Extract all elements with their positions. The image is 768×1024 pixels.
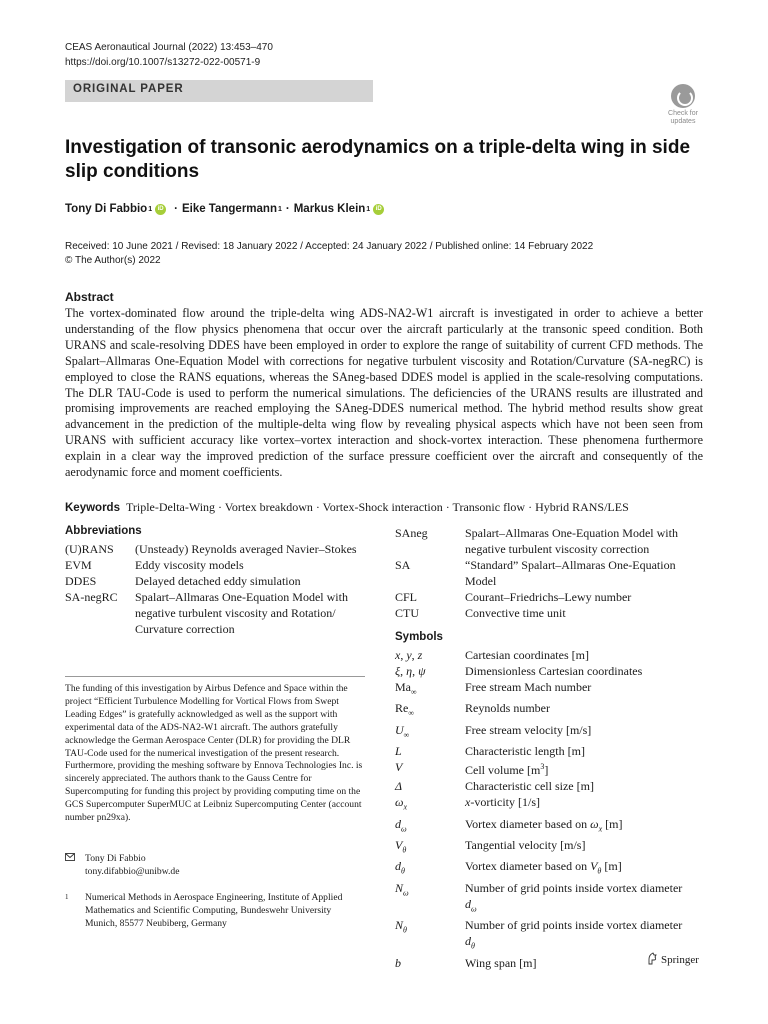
abbreviation-term: CTU bbox=[395, 606, 419, 620]
abbreviations-heading: Abbreviations bbox=[65, 525, 142, 537]
abbreviation-term: EVM bbox=[65, 558, 92, 572]
correspondence bbox=[65, 852, 365, 878]
keywords-text: Triple-Delta-Wing · Vortex breakdown · Vortex-Shock interaction · Transonic flow · Hybrid RANS/LES bbox=[125, 500, 629, 514]
author-name[interactable]: Markus Klein bbox=[293, 203, 366, 215]
abbreviation-row bbox=[65, 589, 375, 637]
symbol-def: Reynolds number bbox=[465, 701, 550, 716]
footnote-divider bbox=[65, 676, 365, 677]
abbreviation-row bbox=[65, 541, 375, 557]
history-dates: Received: 10 June 2021 / Revised: 18 January 2022 / Accepted: 24 January 2022 / Published online: 14 February 2022 bbox=[65, 241, 594, 252]
symbol-def: Dimensionless Cartesian coordinates bbox=[465, 664, 643, 678]
corresponding-author-email[interactable]: tony.difabbio@unibw.de bbox=[85, 866, 180, 877]
symbol-def: Free stream Mach number bbox=[465, 680, 592, 694]
symbol-term: Δ bbox=[395, 779, 403, 794]
funding-note: The funding of this investigation by Airbus Defence and Space within the project “Efficient Turbulence Modelling for Vortical Flows from Swept Leading Edges” is gratefully acknowledged as well as the support with experimental data of the ADS-NA2-W1 aircraft. The authors gratefully acknowledge the German Aerospace Center (DLR) for providing the DLR TAU-Code used for the numerical investigation of the present research. Furthermore, providing the meshing software by Ennova Technologies Inc. is sincerely appreciated. The authors thank to the Gauss Centre for Supercomputing for funding this project by providing computing time on the GCS Supercomputer SuperMUC at Leibniz Supercomputing Center (account number pn29xa). bbox=[65, 683, 363, 824]
abbreviation-term: DDES bbox=[65, 574, 97, 588]
symbol-term: $U_\infty$ bbox=[395, 722, 410, 740]
envelope-icon bbox=[65, 852, 85, 878]
symbol-term: L bbox=[395, 744, 402, 759]
symbol-term: $d_\theta$ bbox=[395, 859, 405, 876]
abbreviation-term: SA-negRC bbox=[65, 590, 118, 604]
abbreviation-def: Spalart–Allmaras One-Equation Model with negative turbulent viscosity and Rotation/ Curvature correction bbox=[135, 590, 348, 636]
abbreviation-def: Delayed detached eddy simulation bbox=[135, 574, 301, 588]
journal-header bbox=[65, 40, 273, 70]
affiliation-sup: 1 bbox=[65, 893, 69, 901]
symbol-def: Number of grid points inside vortex diameter $d_\omega$ bbox=[465, 880, 683, 914]
abbreviations-list-left bbox=[65, 541, 375, 637]
symbol-def: Cartesian coordinates [m] bbox=[465, 648, 589, 662]
publisher-name: Springer bbox=[661, 954, 699, 966]
article-type-banner bbox=[65, 80, 373, 102]
publication-dates bbox=[65, 240, 593, 268]
abbreviation-term: CFL bbox=[395, 590, 418, 604]
symbol-term: V bbox=[395, 760, 403, 775]
symbol-row bbox=[395, 743, 705, 759]
author-list bbox=[65, 203, 388, 215]
paper-title: Investigation of transonic aerodynamics on a triple-delta wing in side slip conditions bbox=[65, 137, 691, 182]
symbol-row bbox=[395, 722, 705, 743]
abbreviation-row bbox=[395, 605, 705, 621]
symbol-row bbox=[395, 858, 705, 879]
symbol-row bbox=[395, 700, 705, 721]
symbol-def: Cell volume $[m^3]$ bbox=[465, 762, 549, 778]
symbol-def: Free stream velocity [m/s] bbox=[465, 722, 592, 737]
symbol-term: $d_\omega$ bbox=[395, 816, 407, 833]
symbols-heading: Symbols bbox=[395, 631, 443, 643]
symbol-row bbox=[395, 778, 705, 794]
abbreviation-def: Eddy viscosity models bbox=[135, 558, 244, 572]
author-name[interactable]: Eike Tangermann bbox=[181, 203, 277, 215]
symbol-row bbox=[395, 880, 705, 917]
symbol-def: Vortex diameter based on $\omega_x$ [m] bbox=[465, 816, 623, 833]
abstract-text: The vortex-dominated flow around the triple-delta wing ADS-NA2-W1 aircraft is investigated in order to achieve a better understanding of the flow physics phenomena that occur over the aircraft particularly at the transonic speed condition. Both URANS and scale-resolving DDES have been employed in order to explore the range of suitability of current CFD methods. The Spalart–Allmaras One-Equation Model with corrections for negative turbulent viscosity and Rotation/Curvature (SA-negRC) is employed to close the RANS equations, whereas the SAneg-based DDES model is applied in the scale-resolving computations. The DLR TAU-Code is used to perform the numerical simulations. The deficiencies of the URANS results are illustrated and promising improvements are reached employing the SAneg-DDES numerical method. The hybrid method results show great advancement in the prediction of the multiple-delta wing flow by revealing physical aspects which have not been seen from URANS with sufficient accuracy like vortex–vortex interaction and shock-vortex interaction. These phenomena furthermore explain in a clear way the improved prediction of the surface pressure coefficient over the aircraft and consequently of the aerodynamic force and moment coefficients. bbox=[65, 306, 703, 480]
abbreviation-def: Courant–Friedrichs–Lewy number bbox=[465, 590, 632, 604]
symbol-term: ξ, η, ψ bbox=[395, 664, 426, 678]
publisher-logo bbox=[646, 952, 699, 968]
abbreviation-row bbox=[395, 525, 705, 557]
symbol-def: Number of grid points inside vortex diameter $d_\theta$ bbox=[465, 918, 683, 951]
abbreviation-term: SAneg bbox=[395, 526, 428, 540]
author-separator: · bbox=[174, 203, 178, 215]
copyright-notice: © The Author(s) 2022 bbox=[65, 255, 161, 266]
symbol-term: $V_\theta$ bbox=[395, 837, 407, 855]
symbol-row bbox=[395, 663, 705, 679]
symbol-def: Characteristic length [m] bbox=[465, 744, 585, 759]
author-separator: · bbox=[285, 203, 290, 215]
author-affil-sup: 1 bbox=[277, 205, 282, 213]
symbol-term: $N_\omega$ bbox=[395, 880, 409, 898]
symbol-row bbox=[395, 816, 705, 837]
author-affil-sup: 1 bbox=[148, 205, 153, 213]
symbol-def: Characteristic cell size [m] bbox=[465, 779, 594, 794]
keywords bbox=[65, 500, 705, 515]
symbol-def: Vortex diameter based on $V_\theta$ [m] bbox=[465, 859, 622, 876]
symbol-def: Tangential velocity [m/s] bbox=[465, 837, 586, 852]
symbol-term: $\omega_x$ bbox=[395, 795, 408, 812]
abbreviation-row bbox=[65, 573, 375, 589]
abbreviation-def: Convective time unit bbox=[465, 606, 566, 620]
abbreviation-term: SA bbox=[395, 558, 411, 572]
orcid-icon[interactable]: iD bbox=[155, 204, 166, 215]
symbols-list bbox=[395, 647, 705, 971]
springer-horse-icon bbox=[646, 952, 658, 968]
symbol-row bbox=[395, 759, 705, 778]
check-for-updates-icon bbox=[671, 84, 695, 108]
author-name[interactable]: Tony Di Fabbio bbox=[65, 203, 148, 215]
symbol-term: $Re_\infty$ bbox=[395, 701, 415, 718]
symbol-row bbox=[395, 647, 705, 663]
abstract-heading: Abstract bbox=[65, 290, 114, 304]
abbreviation-def: “Standard” Spalart–Allmaras One-Equation Model bbox=[465, 558, 676, 588]
symbol-row bbox=[395, 917, 705, 954]
doi-link[interactable]: https://doi.org/10.1007/s13272-022-00571-9 bbox=[65, 57, 261, 68]
symbol-term: $N_\theta$ bbox=[395, 918, 407, 935]
check-for-updates-button[interactable] bbox=[664, 84, 702, 126]
symbol-term: $Ma_\infty$ bbox=[395, 680, 417, 697]
author-affil-sup: 1 bbox=[366, 205, 371, 213]
abbreviation-def: Spalart–Allmaras One-Equation Model with negative turbulent viscosity correction bbox=[465, 526, 678, 556]
abbreviation-row bbox=[65, 557, 375, 573]
symbol-def: x-vorticity [1/s] bbox=[465, 795, 540, 810]
article-type-label: ORIGINAL PAPER bbox=[73, 83, 184, 95]
check-for-updates-label: Check for updates bbox=[668, 110, 698, 125]
orcid-icon[interactable]: iD bbox=[373, 204, 384, 215]
symbol-term: b bbox=[395, 955, 401, 970]
abbreviation-term: (U)RANS bbox=[65, 542, 114, 556]
symbol-row bbox=[395, 837, 705, 858]
abbreviation-row bbox=[395, 557, 705, 589]
symbol-row bbox=[395, 794, 705, 815]
journal-citation: CEAS Aeronautical Journal (2022) 13:453–470 bbox=[65, 42, 273, 53]
affiliation-text: Numerical Methods in Aerospace Engineering, Institute of Applied Mathematics and Scientific Computing, Bundeswehr University Munich, 85577 Neubiberg, Germany bbox=[85, 892, 343, 929]
keywords-label: Keywords bbox=[65, 502, 120, 514]
symbol-row bbox=[395, 679, 705, 700]
abbreviations-list-right bbox=[395, 525, 705, 621]
affiliation-note bbox=[65, 891, 365, 930]
symbol-def: Wing span [m] bbox=[465, 955, 537, 970]
corresponding-author-name: Tony Di Fabbio bbox=[85, 853, 146, 864]
abbreviation-def: (Unsteady) Reynolds averaged Navier–Stokes bbox=[135, 542, 357, 556]
abbreviation-row bbox=[395, 589, 705, 605]
symbol-term: x, y, z bbox=[395, 648, 423, 662]
